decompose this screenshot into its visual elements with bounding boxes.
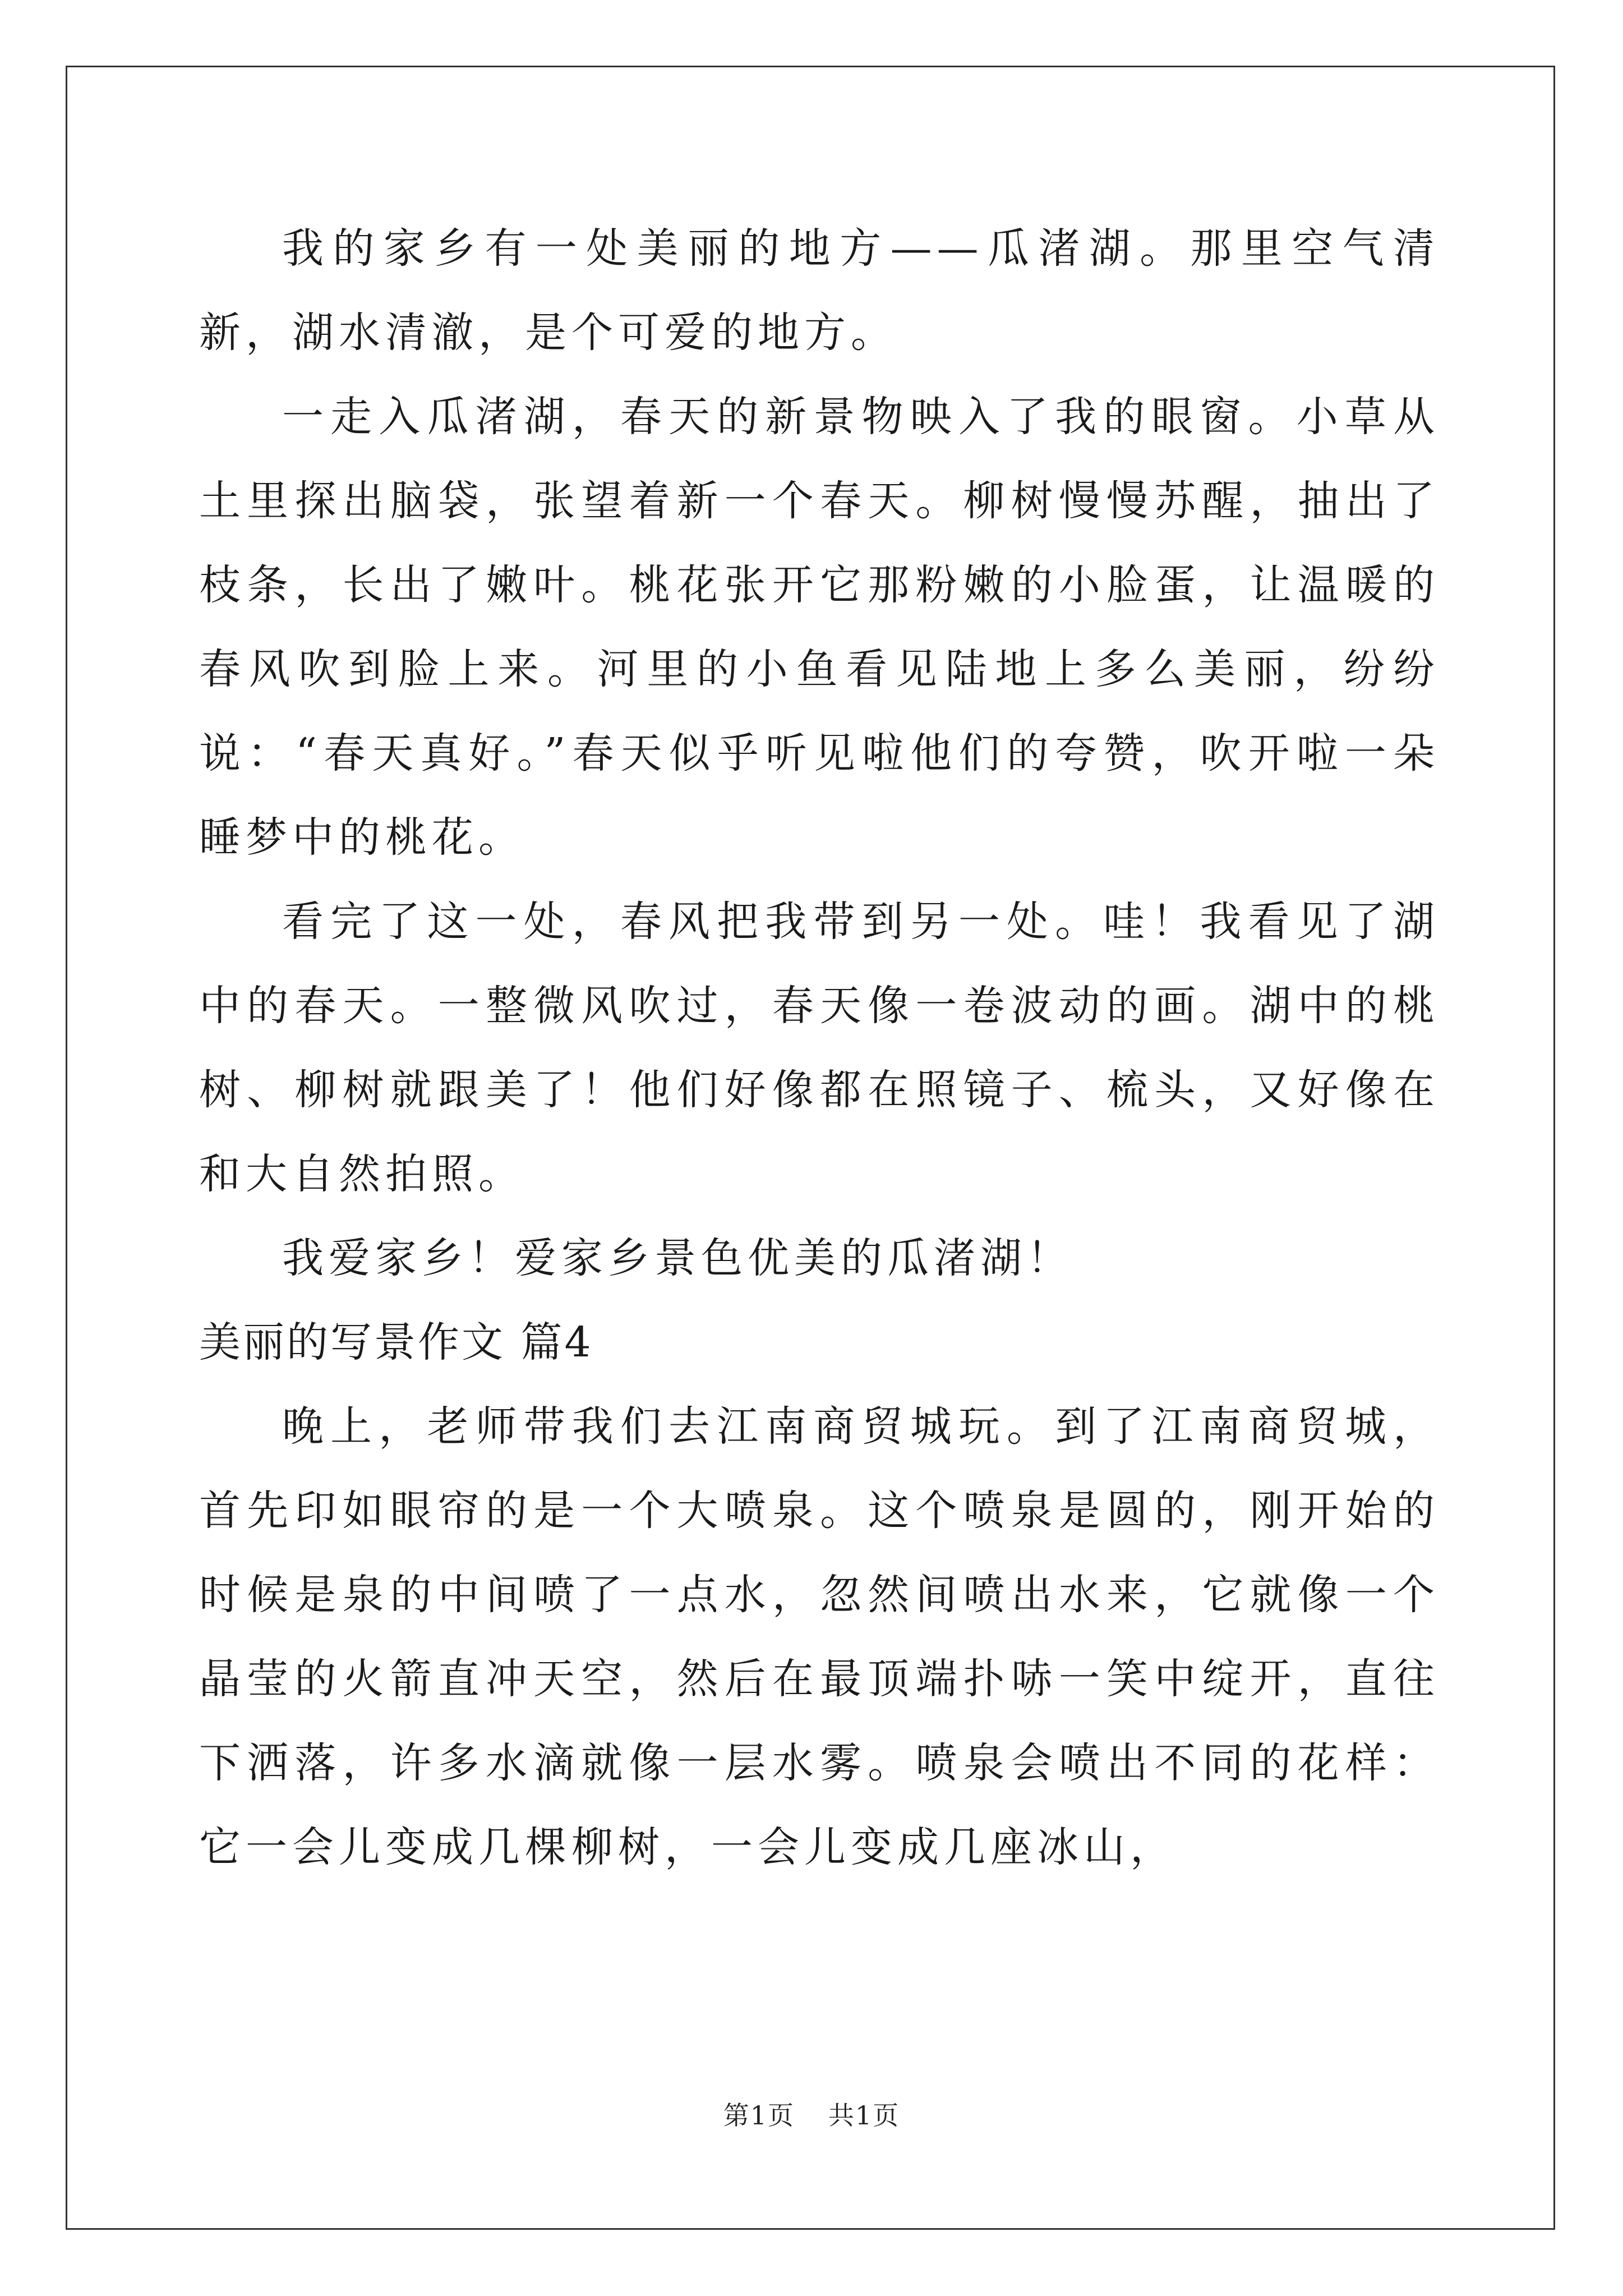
section-heading: 美丽的写景作文 篇4: [199, 1318, 593, 1366]
paragraph: 看完了这一处，春风把我带到另一处。哇！我看见了湖中的春天。一整微风吹过，春天像一卷波动的画。湖中的桃树、柳树就跟美了！他们好像都在照镜子、梳头，又好像在和大自然拍照。: [199, 898, 1440, 1198]
paragraph: 我的家乡有一处美丽的地方——瓜渚湖。那里空气清新，湖水清澈，是个可爱的地方。: [199, 224, 1440, 357]
page-number-total: 共1页: [828, 2100, 900, 2131]
paragraph: 一走入瓜渚湖，春天的新景物映入了我的眼窗。小草从土里探出脑袋，张望着新一个春天。柳树慢慢苏醒，抽出了枝条，长出了嫩叶。桃花张开它那粉嫩的小脸蛋，让温暖的春风吹到脸上来。河里的小鱼看见陆地上多么美丽，纷纷说：“春天真好。”春天似乎听见啦他们的夸赞，吹开啦一朵睡梦中的桃花。: [199, 393, 1440, 862]
paragraph: 晚上，老师带我们去江南商贸城玩。到了江南商贸城，首先印如眼帘的是一个大喷泉。这个喷泉是圆的，刚开始的时候是泉的中间喷了一点水，忽然间喷出水来，它就像一个晶莹的火箭直冲天空，然后在最顶端扑哧一笑中绽开，直往下洒落，许多水滴就像一层水雾。喷泉会喷出不同的花样：它一会儿变成几棵柳树，一会儿变成几座冰山，: [199, 1402, 1440, 1871]
paragraph: 我爱家乡！爱家乡景色优美的瓜渚湖！: [282, 1234, 1073, 1282]
page-footer: [0, 2095, 1623, 2132]
page-number-current: 第1页: [723, 2100, 795, 2131]
document-body: [199, 206, 1440, 1889]
